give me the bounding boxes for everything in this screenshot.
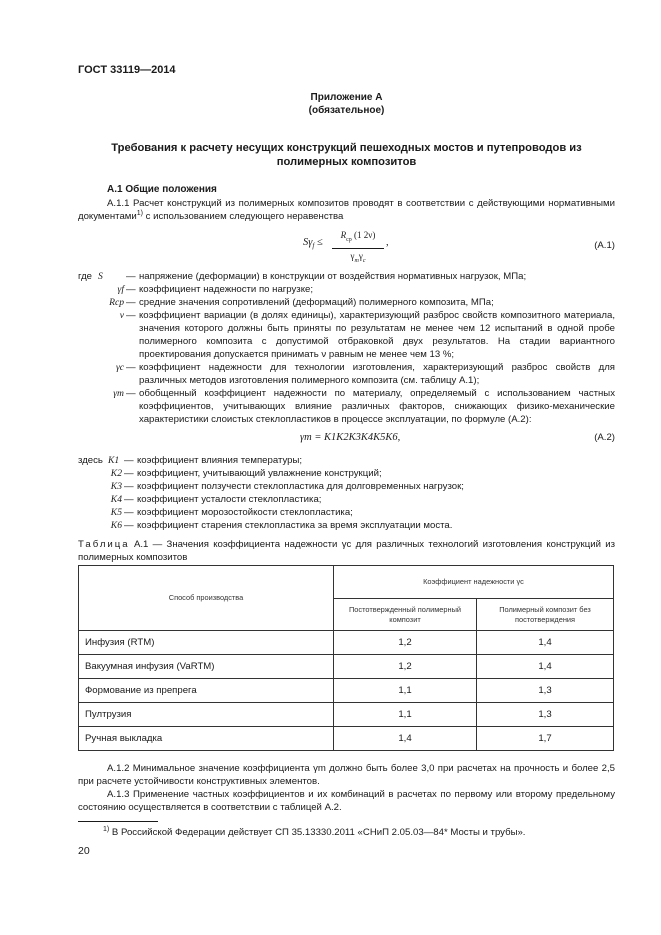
table-row bbox=[79, 727, 614, 751]
table-header-method: Способ производства bbox=[79, 566, 334, 631]
table-cell-method: Инфузия (RTM) bbox=[79, 631, 334, 655]
table-cell-method: Ручная выкладка bbox=[79, 727, 334, 751]
table-header-group: Коэффициент надежности γc bbox=[334, 566, 614, 599]
page-number: 20 bbox=[78, 845, 90, 857]
table-cell-post: 1,4 bbox=[334, 727, 477, 751]
definition-item: γm — обобщенный коэффициент надежности по материалу, определяемый с использованием частных коэффициентов, учитывающих влияние различных факторов, снижающих физико-механические характеристики слоистых стеклопластиков в процессе эксплуатации, по формуле (А.2): bbox=[113, 388, 615, 425]
table-cell-post: 1,2 bbox=[334, 655, 477, 679]
definition-item: K3 — коэффициент ползучести стеклопластика для долговременных нагрузок; bbox=[110, 481, 464, 492]
formula-a1-left: $S\gamma_f$ ≤ bbox=[303, 237, 323, 251]
formula-a1-comma: , bbox=[386, 237, 389, 248]
footnote-text: В Российской Федерации действует СП 35.13330.2011 «СНиП 2.05.03—84* Мосты и трубы». bbox=[111, 827, 526, 838]
definition-item: ν — коэффициент вариации (в долях единицы), характеризующий разброс свойств композитного материала, значения которого должны быть приняты по результатам не менее чем 12 испытаний в одной пробе полимерного композита с допустимой отбраковкой двух результатов. На стадии вариантного проектирования допускается принимать ν равным не менее чем 13 %; bbox=[119, 310, 615, 360]
formula-a1-number: (А.1) bbox=[594, 240, 615, 251]
footnote bbox=[103, 826, 525, 839]
table-row bbox=[79, 679, 614, 703]
table-caption-text: А.1 — Значения коэффициента надежности γc для различных технологий изготовления конструкций из полимерных композитов bbox=[78, 539, 615, 563]
table-cell-post: 1,1 bbox=[334, 679, 477, 703]
footnote-separator bbox=[78, 821, 158, 822]
standard-number: ГОСТ 33119—2014 bbox=[78, 64, 176, 76]
formula-a1-denominator: $\gamma_m\gamma_c$ bbox=[350, 250, 366, 264]
table-cell-method: Вакуумная инфузия (VaRTM) bbox=[79, 655, 334, 679]
table-header-col2: Полимерный композит без постотверждения bbox=[477, 599, 614, 631]
table-cell-nopost: 1,7 bbox=[477, 727, 614, 751]
definition-item: K4 — коэффициент усталости стеклопластика; bbox=[110, 494, 322, 505]
table-header-col1: Постотвержденный полимерный композит bbox=[334, 599, 477, 631]
paragraph-a12: А.1.2 Минимальное значение коэффициента γm должно быть более 3,0 при расчетах на прочность и более 2,5 при расчете устойчивости конструктивных элементов. bbox=[78, 763, 615, 787]
table-row bbox=[79, 703, 614, 727]
document-title: Требования к расчету несущих конструкций пешеходных мостов и путепроводов из полимерных композитов bbox=[111, 142, 582, 168]
formula-a2-number: (А.2) bbox=[594, 432, 615, 443]
definition-item: где S — напряжение (деформации) в конструкции от воздействия нормативных нагрузок, МПа; bbox=[78, 271, 527, 282]
footnote-ref: 1) bbox=[136, 210, 143, 217]
table-caption-label: Таблица bbox=[78, 539, 130, 550]
formula-a1-numerator: $R_{ср}$ (1 2ν) bbox=[332, 229, 384, 249]
definition-item: здесь K1 — коэффициент влияния температуры; bbox=[78, 455, 303, 466]
table-caption bbox=[78, 538, 615, 564]
footnote-mark: 1) bbox=[103, 826, 110, 833]
definition-item: Rср — средние значения сопротивлений (деформаций) полимерного композита, МПа; bbox=[109, 297, 494, 308]
table-cell-nopost: 1,4 bbox=[477, 631, 614, 655]
table-row bbox=[79, 631, 614, 655]
table-row bbox=[79, 655, 614, 679]
definition-item: γf — коэффициент надежности по нагрузке; bbox=[117, 284, 314, 295]
table-cell-post: 1,2 bbox=[334, 631, 477, 655]
table-cell-nopost: 1,3 bbox=[477, 703, 614, 727]
table-cell-nopost: 1,4 bbox=[477, 655, 614, 679]
annex-title: Приложение А bbox=[310, 92, 383, 103]
formula-a1-fraction bbox=[332, 229, 384, 268]
formula-a2: γm = K1K2K3K4K5K6, bbox=[300, 432, 401, 443]
definition-item: γc — коэффициент надежности для технологии изготовления, характеризующий разброс свойств для различных методов изготовления полимерного композита (см. таблицу А.1); bbox=[115, 362, 615, 386]
reliability-coefficient-table bbox=[78, 565, 614, 751]
definition-item: K2 — коэффициент, учитывающий увлажнение конструкций; bbox=[110, 468, 382, 479]
paragraph-a11-text: А.1.1 Расчет конструкций из полимерных композитов проводят в соответствии с действующими нормативными документами bbox=[78, 198, 615, 222]
paragraph-a13: А.1.3 Применение частных коэффициентов и их комбинаций в расчетах по первому или второму предельному состоянию осуществляется в соответствии с таблицей А.2. bbox=[78, 789, 615, 813]
paragraph-a11 bbox=[78, 197, 615, 223]
table-cell-method: Пултрузия bbox=[79, 703, 334, 727]
table-cell-method: Формование из препрега bbox=[79, 679, 334, 703]
paragraph-a11-end: с использованием следующего неравенства bbox=[142, 211, 344, 222]
section-heading: А.1 Общие положения bbox=[107, 184, 217, 195]
annex-heading bbox=[78, 91, 615, 117]
table-cell-post: 1,1 bbox=[334, 703, 477, 727]
definition-item: K5 — коэффициент морозостойкости стеклопластика; bbox=[110, 507, 353, 518]
table-cell-nopost: 1,3 bbox=[477, 679, 614, 703]
definition-item: K6 — коэффициент старения стеклопластика за время эксплуатации моста. bbox=[110, 520, 453, 531]
annex-status: (обязательное) bbox=[308, 105, 385, 116]
